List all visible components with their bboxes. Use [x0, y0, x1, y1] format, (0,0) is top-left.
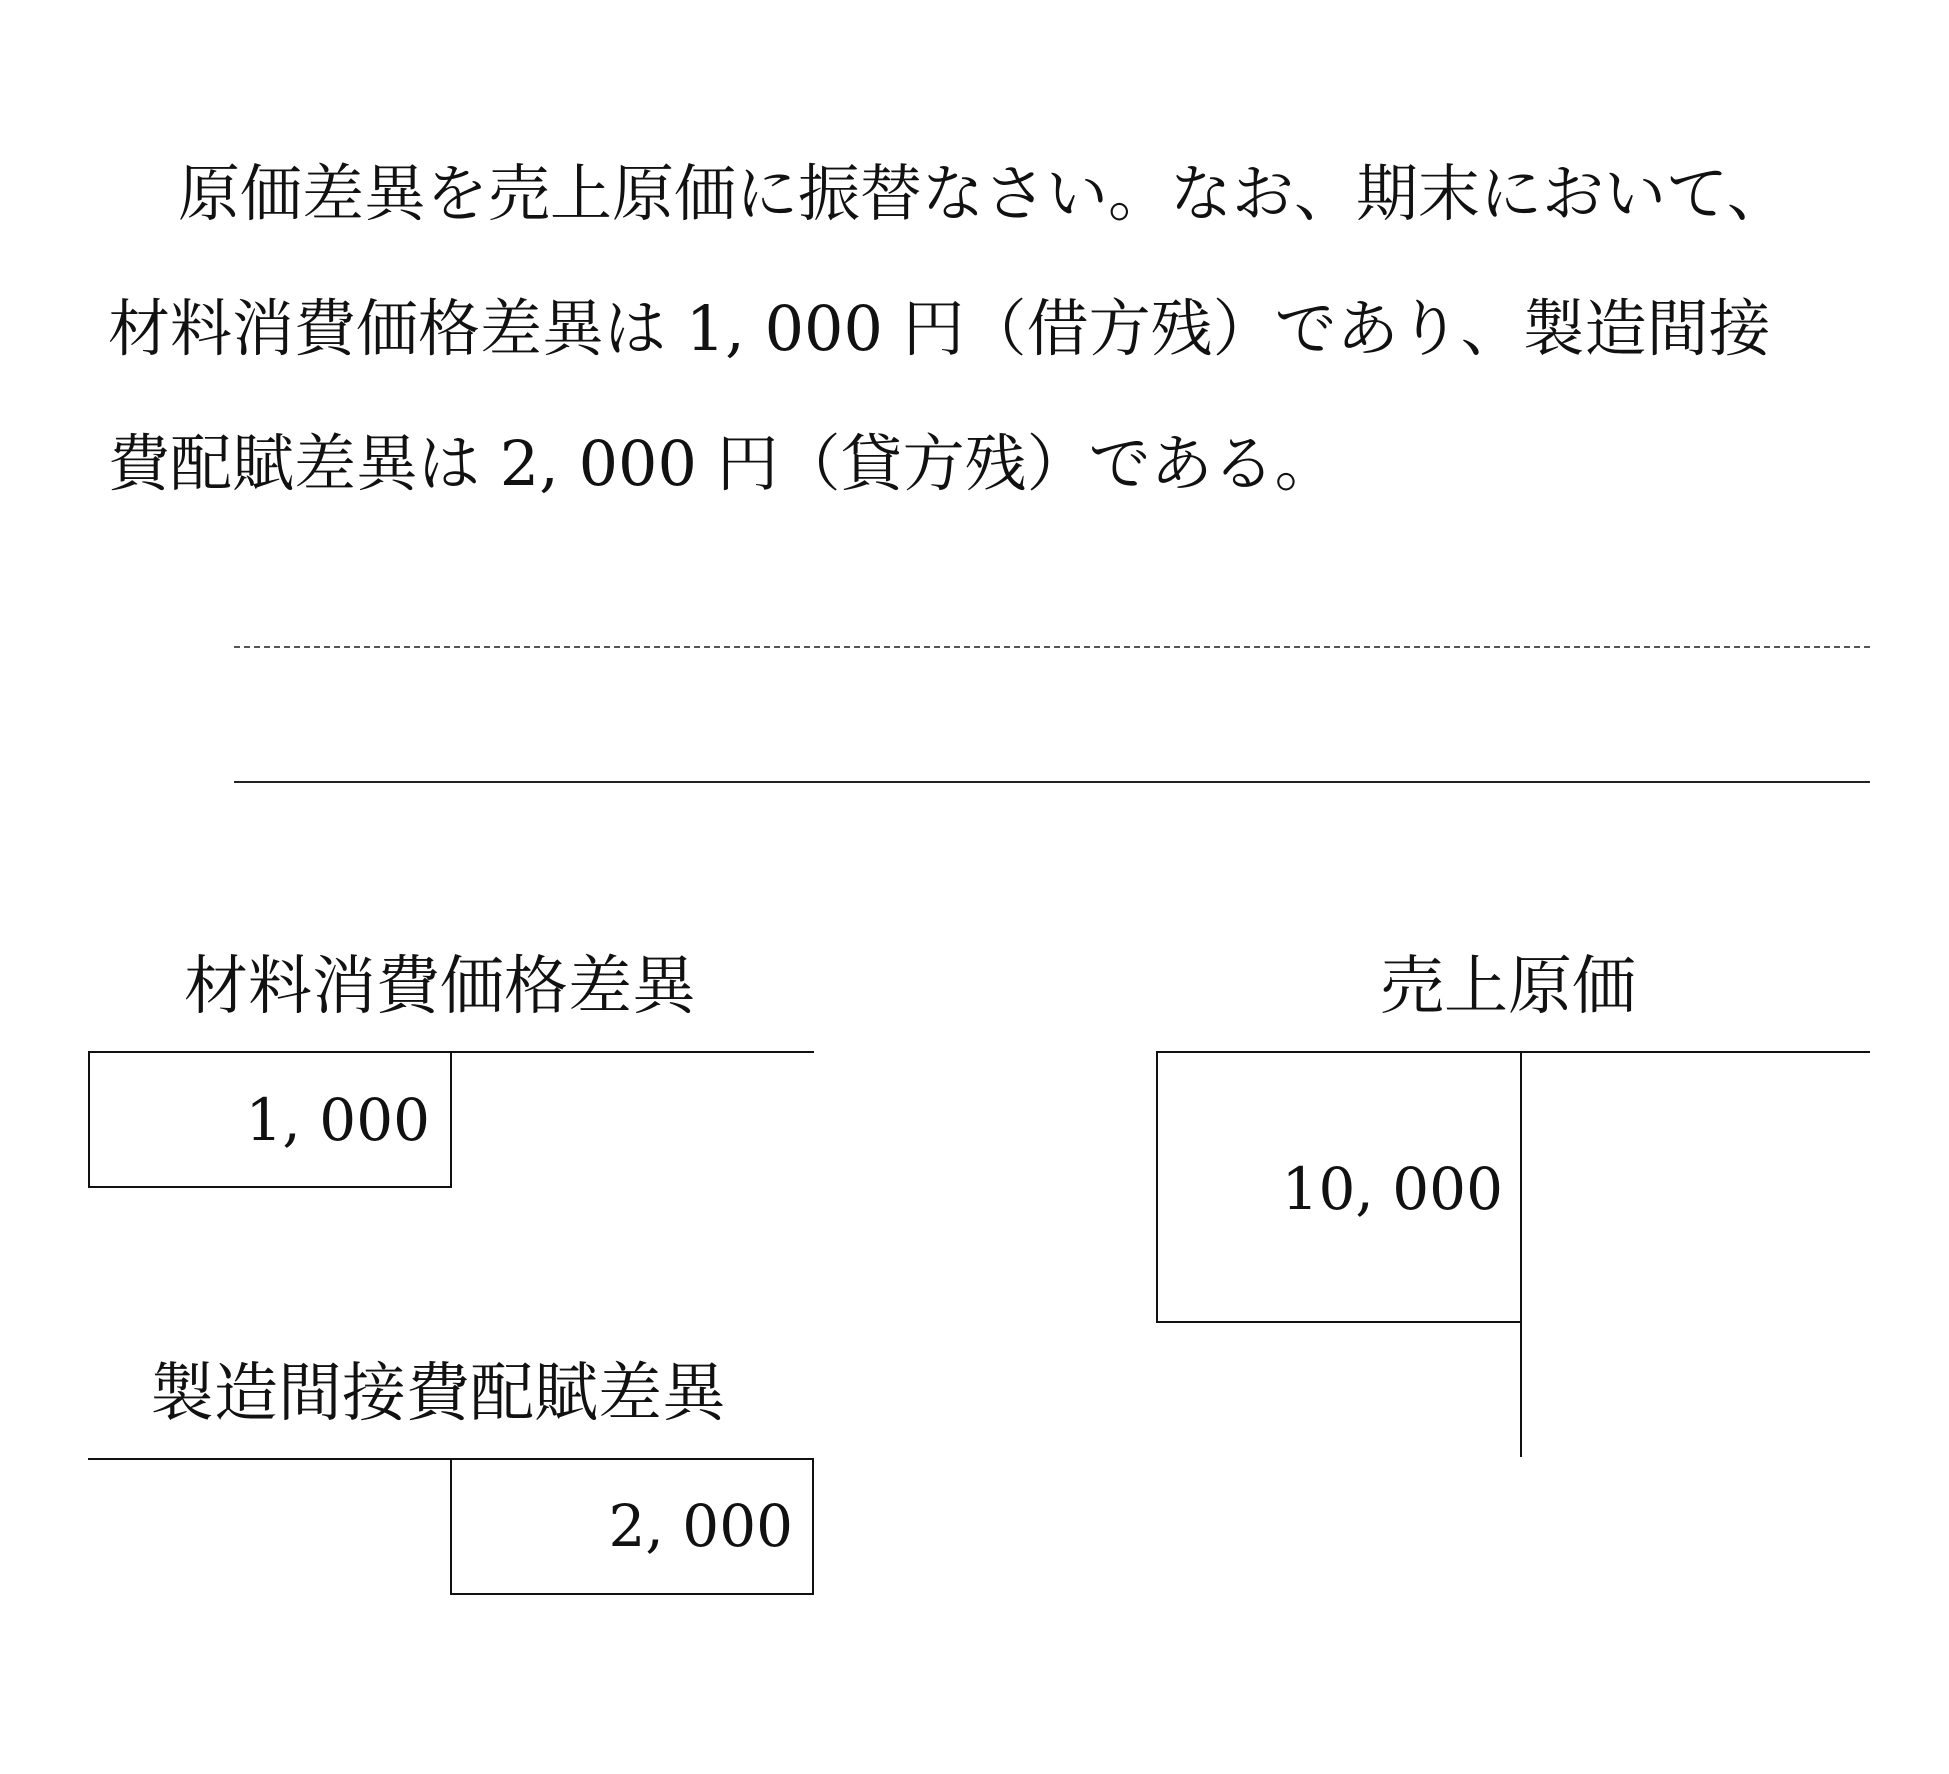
debit-amount: 1, 000	[245, 1086, 430, 1154]
account-title-cost-of-sales: 売上原価	[1380, 950, 1636, 1024]
question-line-3: 費配賦差異は 2, 000 円（貸方残）である。	[108, 427, 1337, 500]
debit-amount: 10, 000	[1281, 1155, 1503, 1223]
question-line-2: 材料消費価格差異は 1, 000 円（借方残）であり、製造間接	[108, 292, 1771, 365]
answer-line-solid[interactable]	[234, 781, 1870, 783]
question-line-1: 原価差異を売上原価に振替なさい。なお、期末において、	[178, 157, 1789, 230]
question-text	[108, 126, 1868, 531]
credit-amount: 2, 000	[608, 1492, 793, 1560]
account-title-overhead-allocation-variance: 製造間接費配賦差異	[150, 1357, 726, 1431]
answer-line-dashed[interactable]	[234, 646, 1870, 648]
account-title-material-price-variance: 材料消費価格差異	[184, 950, 696, 1024]
